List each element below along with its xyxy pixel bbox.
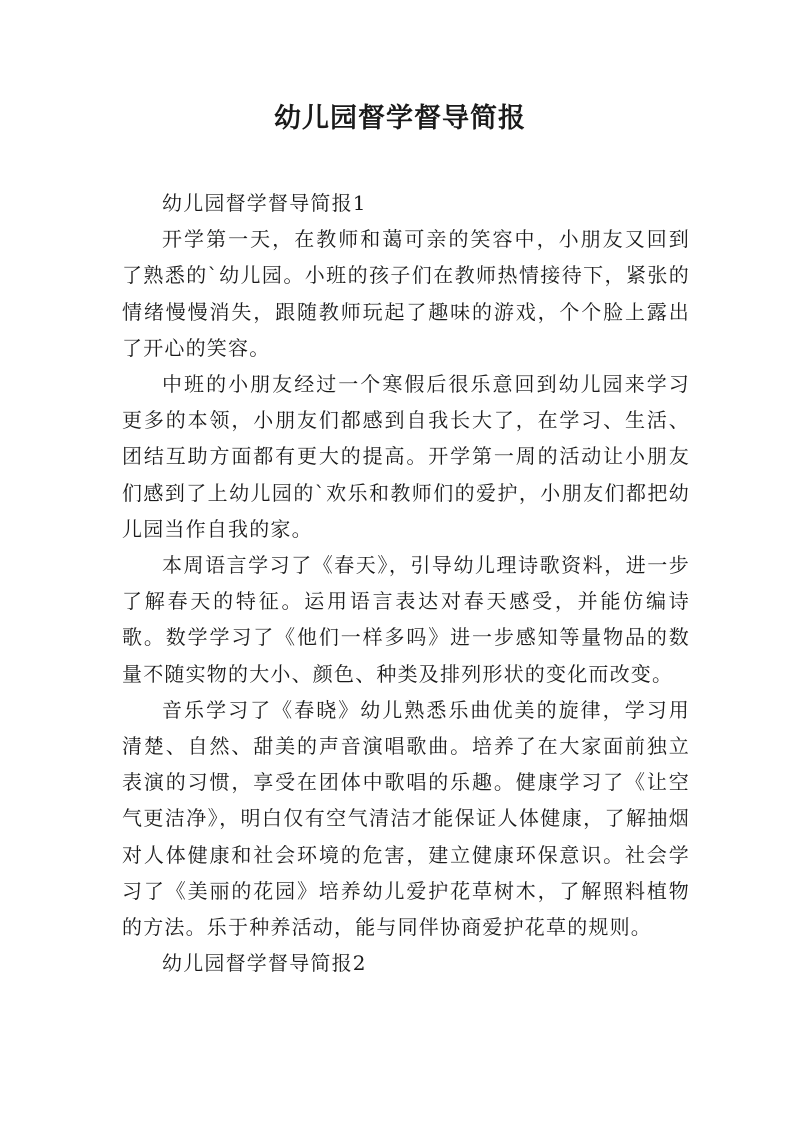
- paragraph-music-health-society: 音乐学习了《春晓》幼儿熟悉乐曲优美的旋律，学习用清楚、自然、甜美的声音演唱歌曲。培养了在大家面前独立表演的习惯，享受在团体中歌唱的乐趣。健康学习了《让空气更洁净》，明白仅有空气清洁才能保证人体健康，了解抽烟对人体健康和社会环境的危害，建立健康环保意识。社会学习了《美丽的花园》培养幼儿爱护花草树木，了解照料植物的方法。乐于种养活动，能与同伴协商爱护花草的规则。: [122, 697, 690, 940]
- section-heading-2: 幼儿园督学督导简报2: [162, 951, 367, 976]
- paragraph-first-day: 开学第一天，在教师和蔼可亲的笑容中，小朋友又回到了熟悉的`幼儿园。小班的孩子们在教师热情接待下，紧张的情绪慢慢消失，跟随教师玩起了趣味的游戏，个个脸上露出了开心的笑容。: [122, 227, 690, 360]
- paragraph-language-math: 本周语言学习了《春天》，引导幼儿理诗歌资料，进一步了解春天的特征。运用语言表达对春天感受，并能仿编诗歌。数学学习了《他们一样多吗》进一步感知等量物品的数量不随实物的大小、颜色、种类及排列形状的变化而改变。: [122, 553, 690, 686]
- document-body: [122, 185, 690, 981]
- section-heading-1: 幼儿园督学督导简报1: [162, 191, 367, 215]
- paragraph-middle-class: 中班的小朋友经过一个寒假后很乐意回到幼儿园来学习更多的本领，小朋友们都感到自我长大了，在学习、生活、团结互助方面都有更大的提高。开学第一周的活动让小朋友们感到了上幼儿园的`欢乐和教师们的爱护，小朋友们都把幼儿园当作自我的家。: [122, 372, 690, 541]
- document-title: 幼儿园督学督导简报: [274, 103, 526, 134]
